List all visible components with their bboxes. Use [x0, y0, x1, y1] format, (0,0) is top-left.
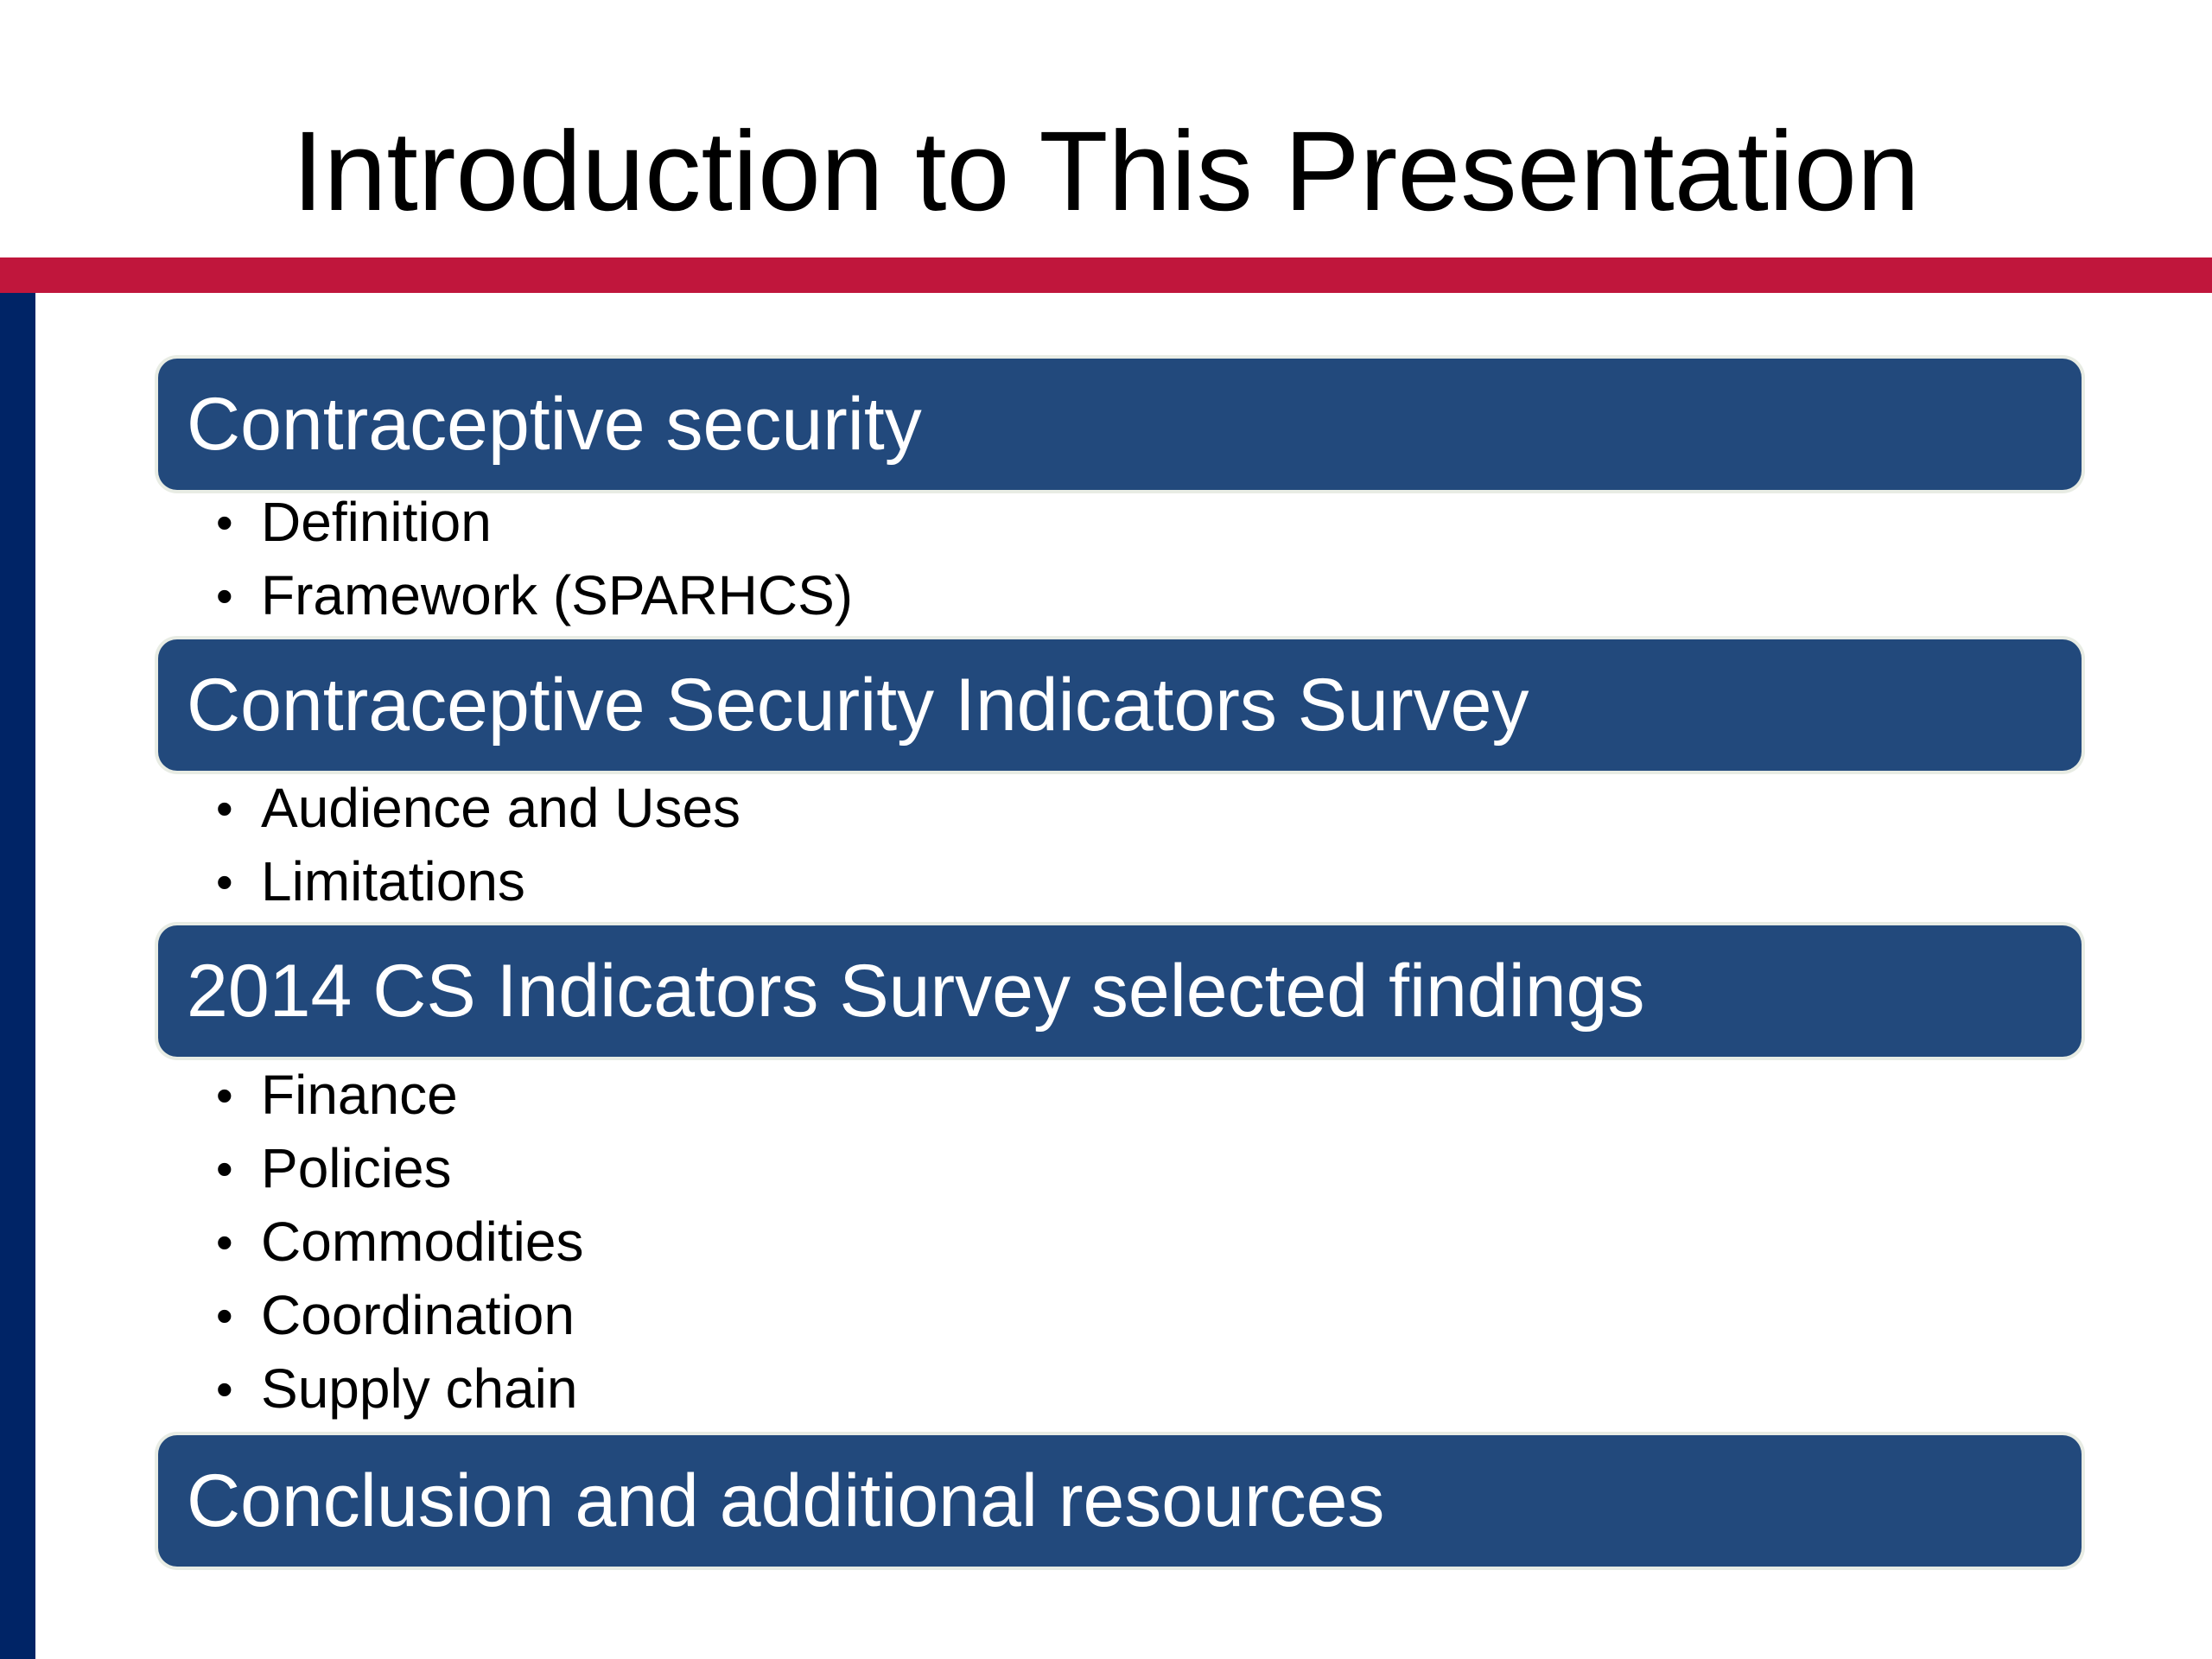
list-item-label: Coordination	[261, 1284, 575, 1346]
bullet-icon: •	[216, 1362, 233, 1416]
list-item-label: Audience and Uses	[261, 777, 741, 839]
title-divider-bar	[0, 257, 2212, 293]
list-item-label: Policies	[261, 1137, 452, 1199]
list-item-label: Framework (SPARHCS)	[261, 564, 854, 626]
list-item-label: Definition	[261, 491, 492, 553]
bullet-icon: •	[216, 569, 233, 623]
bullet-icon: •	[216, 1141, 233, 1196]
section-header-indicators-survey: Contraceptive Security Indicators Survey	[158, 639, 2082, 771]
slide-title: Introduction to This Presentation	[292, 107, 1920, 234]
section-header-contraceptive-security: Contraceptive security	[158, 359, 2082, 490]
section-header-conclusion: Conclusion and additional resources	[158, 1435, 2082, 1567]
bullet-icon: •	[216, 855, 233, 909]
bullet-icon: •	[216, 1215, 233, 1269]
section-header-selected-findings: 2014 CS Indicators Survey selected findings	[158, 925, 2082, 1057]
bullet-icon: •	[216, 1288, 233, 1343]
left-accent-bar	[0, 293, 35, 1659]
list-item-label: Supply chain	[261, 1357, 578, 1420]
bullet-icon: •	[216, 1068, 233, 1122]
list-item-label: Finance	[261, 1064, 458, 1126]
list-item-label: Limitations	[261, 850, 525, 912]
bullet-icon: •	[216, 495, 233, 550]
list-item-label: Commodities	[261, 1211, 584, 1273]
bullet-icon: •	[216, 781, 233, 836]
